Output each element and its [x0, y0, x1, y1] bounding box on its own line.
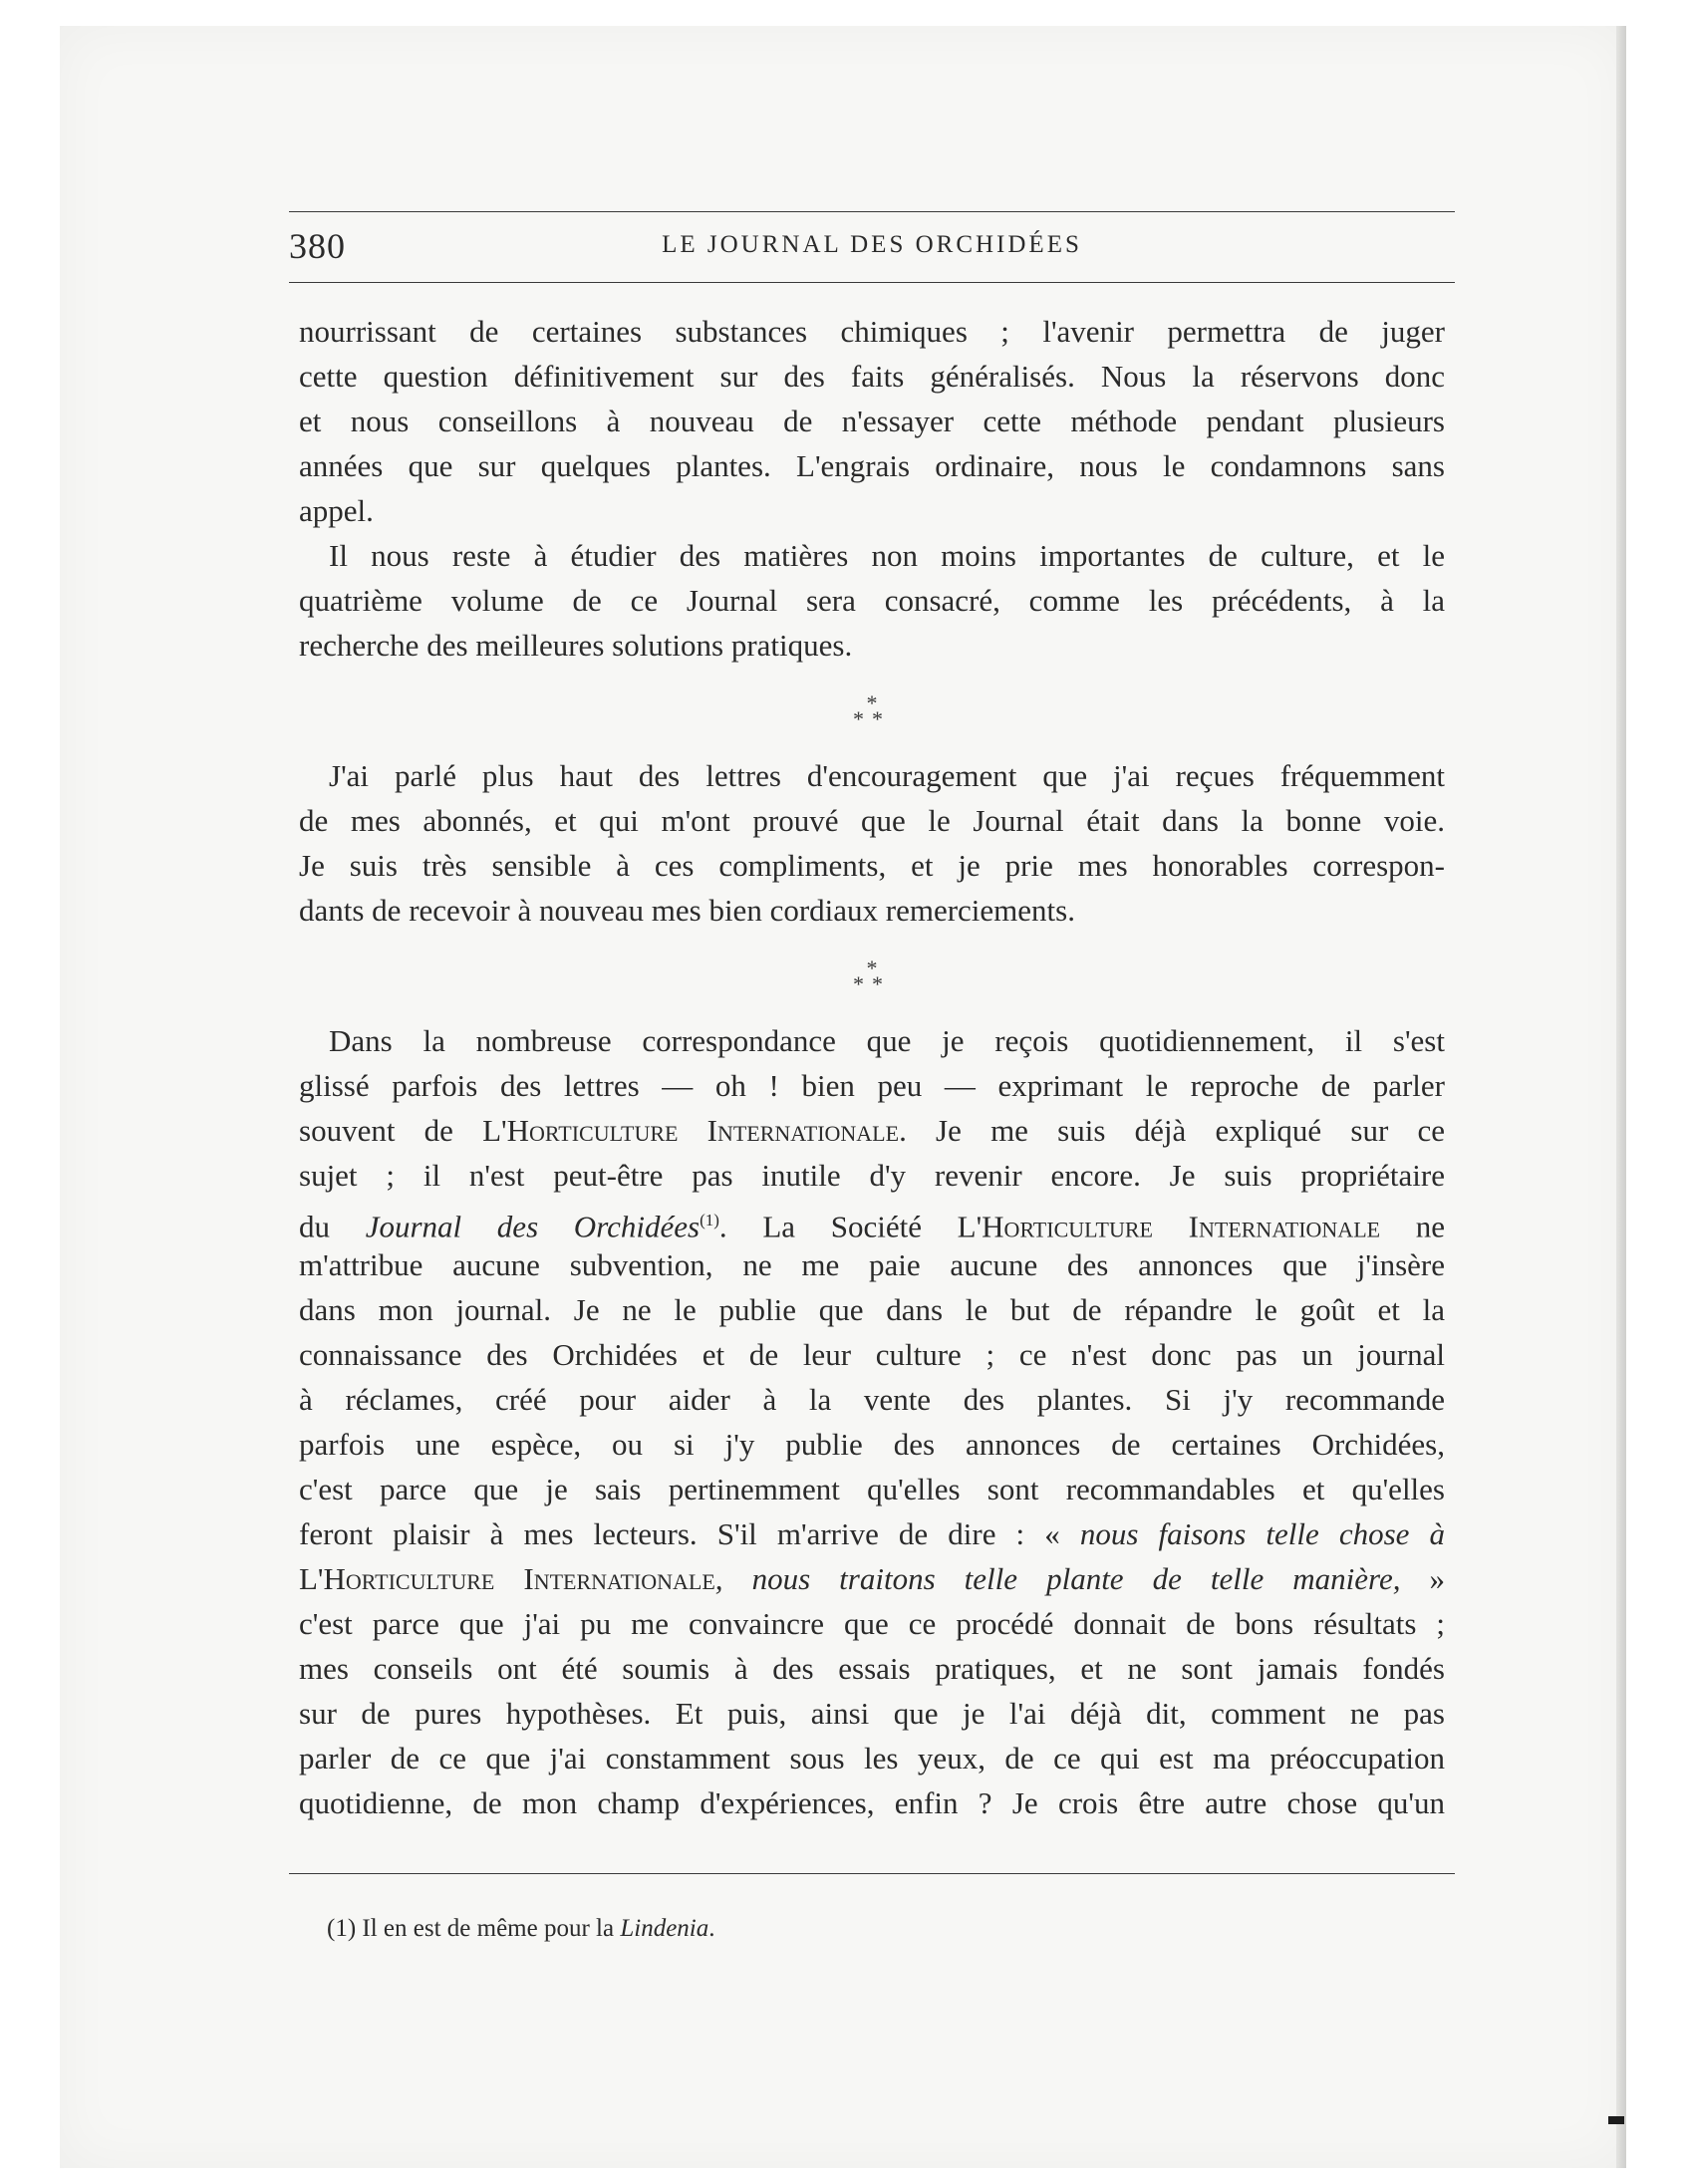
text-line: cette question définitivement sur des faits généralisés. Nous la réservons donc: [299, 359, 1445, 394]
text-line: dans mon journal. Je ne le publie que dans le but de répandre le goût et la: [299, 1292, 1445, 1327]
text-line: [299, 1108, 1445, 1154]
footnote-italic: Lindenia: [620, 1915, 709, 1942]
text-line: J'ai parlé plus haut des lettres d'encouragement que j'ai reçues fréquemment: [329, 758, 1445, 793]
text-line: [299, 1556, 1445, 1602]
running-title: LE JOURNAL DES ORCHIDÉES: [662, 231, 1082, 258]
text-run: . Je me suis déjà expliqué sur ce: [899, 1113, 1446, 1148]
header-top-rule: [289, 211, 1455, 212]
text-run: ne: [1380, 1209, 1446, 1244]
text-line: parfois une espèce, ou si j'y publie des annonces de certaines Orchidées,: [299, 1427, 1445, 1462]
text-line: glissé parfois des lettres — oh ! bien peu — exprimant le reproche de parler: [299, 1068, 1445, 1103]
footnote-text: Il en est de même pour la: [356, 1915, 621, 1942]
header-bottom-rule: [289, 282, 1455, 283]
asterism-star: *: [853, 971, 872, 996]
text-run: souvent de L': [299, 1113, 507, 1148]
text-line: quatrième volume de ce Journal sera consacré, comme les précédents, à la: [299, 583, 1445, 618]
text-line: Je suis très sensible à ces compliments, et je prie mes honorables correspon-: [299, 848, 1445, 883]
text-run: feront plaisir à mes lecteurs. S'il m'arrive de dire : «: [299, 1516, 1080, 1551]
page-edge-shadow: [1616, 26, 1626, 2168]
asterism-star: *: [866, 690, 878, 715]
footnote-end: .: [708, 1915, 715, 1942]
quoted-italic-text: , nous traitons telle plante de telle manière,: [714, 1561, 1401, 1596]
text-run: du: [299, 1209, 366, 1244]
text-line: Il nous reste à étudier des matières non moins importantes de culture, et le: [329, 538, 1445, 573]
text-line: années que sur quelques plantes. L'engrais ordinaire, nous le condamnons sans: [299, 448, 1445, 483]
text-line: [299, 1511, 1445, 1557]
asterism-star: *: [866, 956, 878, 980]
page-number: 380: [289, 226, 346, 266]
corner-mark: [1608, 2116, 1624, 2124]
text-line: dants de recevoir à nouveau mes bien cordiaux remerciements.: [299, 893, 1075, 928]
asterism-separator: [842, 690, 902, 731]
text-line: mes conseils ont été soumis à des essais pratiques, et ne sont jamais fondés: [299, 1651, 1445, 1686]
text-line: parler de ce que j'ai constamment sous les yeux, de ce qui est ma préoccupation: [299, 1741, 1445, 1775]
text-run: »: [1400, 1561, 1446, 1596]
organization-name: Horticulture Internationale: [506, 1113, 900, 1148]
text-line: à réclames, créé pour aider à la vente des plantes. Si j'y recommande: [299, 1382, 1445, 1417]
asterism-star: *: [872, 971, 891, 996]
text-line: m'attribue aucune subvention, ne me paie aucune des annonces que j'insère: [299, 1247, 1445, 1282]
organization-name: Horticulture Internationale: [982, 1209, 1381, 1244]
text-line: c'est parce que j'ai pu me convaincre que ce procédé donnait de bons résultats ;: [299, 1606, 1445, 1641]
text-line: c'est parce que je sais pertinemment qu'elles sont recommandables et qu'elles: [299, 1472, 1445, 1506]
text-line: de mes abonnés, et qui m'ont prouvé que le Journal était dans la bonne voie.: [299, 803, 1445, 838]
page-header: [289, 223, 1455, 283]
footnote-rule: [289, 1873, 1455, 1874]
journal-title: Journal des Orchidées: [365, 1209, 701, 1244]
text-line: quotidienne, de mon champ d'expériences, enfin ? Je crois être autre chose qu'un: [299, 1785, 1445, 1820]
asterism-star: *: [853, 706, 872, 731]
text-line: nourrissant de certaines substances chimiques ; l'avenir permettra de juger: [299, 314, 1445, 349]
text-line: et nous conseillons à nouveau de n'essayer cette méthode pendant plusieurs: [299, 404, 1445, 438]
organization-name: Horticulture Internationale: [323, 1561, 715, 1596]
text-line: sujet ; il n'est peut-être pas inutile d'y revenir encore. Je suis propriétaire: [299, 1158, 1445, 1193]
text-line: Dans la nombreuse correspondance que je reçois quotidiennement, il s'est: [329, 1023, 1445, 1058]
footnote-reference: (1): [700, 1211, 719, 1229]
text-line: connaissance des Orchidées et de leur culture ; ce n'est donc pas un journal: [299, 1337, 1445, 1372]
quoted-italic-text: nous faisons telle chose à: [1079, 1516, 1446, 1551]
text-line: sur de pures hypothèses. Et puis, ainsi que je l'ai déjà dit, comment ne pas: [299, 1696, 1445, 1731]
text-run: L': [299, 1561, 324, 1596]
footnote: [327, 1915, 715, 1943]
footnote-marker: (1): [327, 1915, 357, 1942]
asterism-star: *: [872, 706, 891, 731]
text-line: [299, 1198, 1445, 1243]
asterism-separator: [842, 956, 902, 996]
text-run: . La Société L': [718, 1209, 983, 1244]
text-line: appel.: [299, 493, 374, 528]
text-line: recherche des meilleures solutions pratiques.: [299, 628, 853, 663]
